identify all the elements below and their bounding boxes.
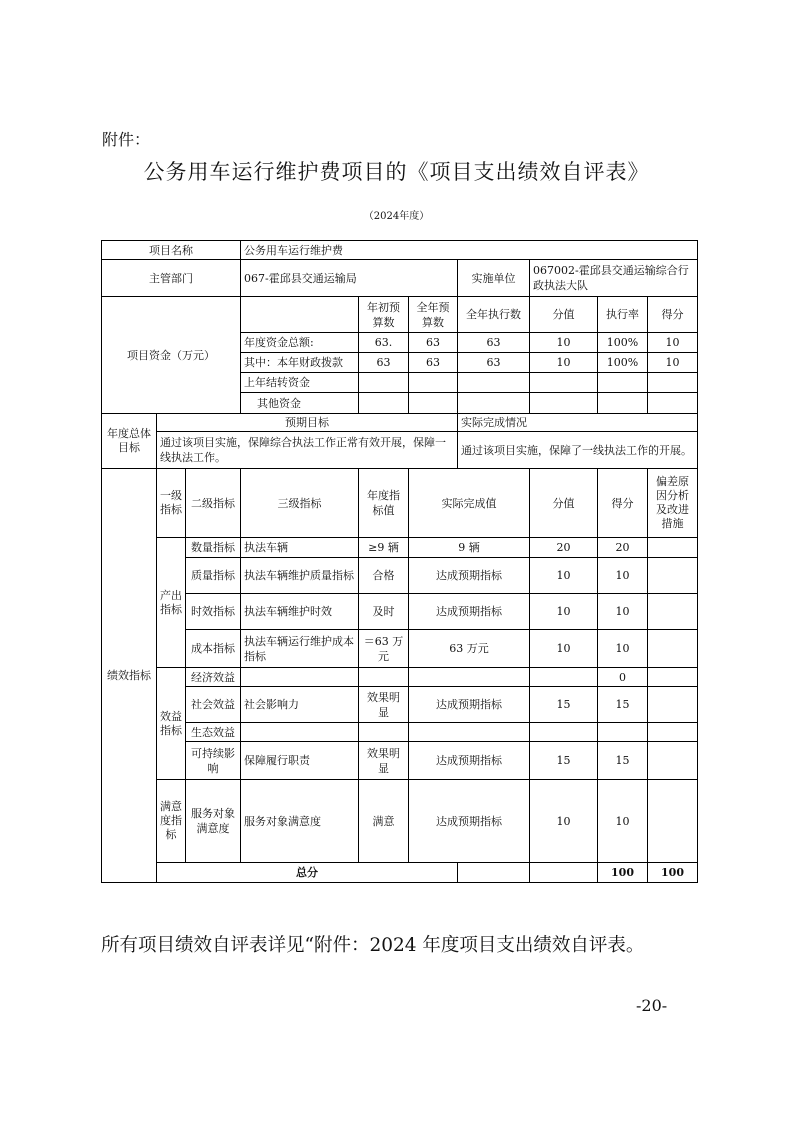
page-number: -20-	[636, 996, 668, 1015]
fund-row-label: 其他资金	[241, 393, 359, 414]
target: 合格	[359, 558, 409, 594]
note	[648, 780, 698, 863]
score-value: 10	[530, 630, 598, 668]
fund-cell: 10	[648, 353, 698, 373]
score: 0	[598, 668, 648, 687]
score-value	[530, 668, 598, 687]
fund-cell: 63	[409, 353, 458, 373]
group-label: 满意度指标	[157, 780, 186, 863]
fund-header: 得分	[648, 297, 698, 333]
score: 10	[598, 558, 648, 594]
fund-cell: 63.	[359, 333, 409, 353]
note	[648, 687, 698, 723]
indicator-section-label: 绩效指标	[102, 469, 157, 883]
ind-header: 一级指标	[157, 469, 186, 538]
actual-value: 达成预期指标	[409, 742, 530, 780]
fund-row-label: 上年结转资金	[241, 373, 359, 393]
actual-completion: 通过该项目实施，保障了一线执法工作的开展。	[458, 432, 698, 469]
score-value: 10	[530, 780, 598, 863]
fund-cell: 63	[458, 353, 530, 373]
project-name-label: 项目名称	[102, 241, 241, 260]
note	[648, 630, 698, 668]
score: 15	[598, 742, 648, 780]
fund-header: 年初预算数	[359, 297, 409, 333]
year-label: （2024年度）	[363, 211, 430, 222]
score: 10	[598, 594, 648, 630]
score: 10	[598, 630, 648, 668]
fund-header-blank	[241, 297, 359, 333]
actual-header: 实际完成情况	[458, 414, 698, 432]
impl-value: 067002-霍邱县交通运输综合行政执法大队	[530, 260, 698, 297]
level2: 时效指标	[186, 594, 241, 630]
level3: 执法车辆	[241, 538, 359, 558]
level2: 社会效益	[186, 687, 241, 723]
level3	[241, 723, 359, 742]
group-label: 效益指标	[157, 668, 186, 780]
fund-cell	[530, 393, 598, 414]
target: ≥9 辆	[359, 538, 409, 558]
target: 满意	[359, 780, 409, 863]
ind-header: 年度指标值	[359, 469, 409, 538]
actual-value: 63 万元	[409, 630, 530, 668]
fund-header: 执行率	[598, 297, 648, 333]
score-value	[530, 723, 598, 742]
score: 10	[598, 780, 648, 863]
fund-cell: 10	[530, 353, 598, 373]
level3: 执法车辆维护质量指标	[241, 558, 359, 594]
level2: 数量指标	[186, 538, 241, 558]
level3: 执法车辆运行维护成本指标	[241, 630, 359, 668]
note	[648, 558, 698, 594]
dept-label: 主管部门	[102, 260, 241, 297]
ind-header: 实际完成值	[409, 469, 530, 538]
actual-value: 9 辆	[409, 538, 530, 558]
score	[598, 723, 648, 742]
funds-label: 项目资金（万元）	[102, 297, 241, 414]
fund-header: 全年预算数	[409, 297, 458, 333]
group-label: 产出指标	[157, 538, 186, 668]
footer-note: 所有项目绩效自评表详见“附件：2024 年度项目支出绩效自评表。	[101, 935, 645, 956]
level3: 服务对象满意度	[241, 780, 359, 863]
expected-goal: 通过该项目实施，保障综合执法工作正常有效开展，保障一线执法工作。	[157, 432, 458, 469]
attachment-label: 附件：	[102, 130, 151, 149]
fund-cell	[648, 393, 698, 414]
level3: 保障履行职责	[241, 742, 359, 780]
ind-header: 偏差原因分析及改进措施	[648, 469, 698, 538]
ind-header: 三级指标	[241, 469, 359, 538]
actual-value	[409, 668, 530, 687]
fund-cell	[409, 373, 458, 393]
score-value: 10	[530, 558, 598, 594]
actual-value	[409, 723, 530, 742]
note	[648, 594, 698, 630]
total-blank	[458, 863, 530, 883]
target: ＝63 万元	[359, 630, 409, 668]
project-name: 公务用车运行维护费	[241, 241, 698, 260]
fund-cell: 10	[530, 333, 598, 353]
total-label: 总分	[157, 863, 458, 883]
actual-value: 达成预期指标	[409, 780, 530, 863]
fund-header: 分值	[530, 297, 598, 333]
ind-header: 分值	[530, 469, 598, 538]
score-value: 15	[530, 742, 598, 780]
target: 效果明显	[359, 687, 409, 723]
fund-row-label: 其中：本年财政拨款	[241, 353, 359, 373]
expected-goal-header: 预期目标	[157, 414, 458, 432]
score-value: 15	[530, 687, 598, 723]
fund-cell	[648, 373, 698, 393]
fund-cell: 100%	[598, 333, 648, 353]
ind-header: 二级指标	[186, 469, 241, 538]
impl-label: 实施单位	[458, 260, 530, 297]
actual-value: 达成预期指标	[409, 558, 530, 594]
target	[359, 668, 409, 687]
fund-cell	[359, 393, 409, 414]
note	[648, 668, 698, 687]
fund-cell	[409, 393, 458, 414]
target: 及时	[359, 594, 409, 630]
fund-cell	[598, 373, 648, 393]
level2: 质量指标	[186, 558, 241, 594]
performance-table	[101, 240, 698, 883]
document-title: 公务用车运行维护费项目的《项目支出绩效自评表》	[143, 160, 650, 184]
fund-cell	[458, 393, 530, 414]
level3: 社会影响力	[241, 687, 359, 723]
level3: 执法车辆维护时效	[241, 594, 359, 630]
score: 20	[598, 538, 648, 558]
score: 15	[598, 687, 648, 723]
level2: 服务对象满意度	[186, 780, 241, 863]
fund-header: 全年执行数	[458, 297, 530, 333]
level3	[241, 668, 359, 687]
total-score-value: 100	[598, 863, 648, 883]
fund-row-label: 年度资金总额:	[241, 333, 359, 353]
fund-cell	[598, 393, 648, 414]
goal-label: 年度总体目标	[102, 414, 157, 469]
level2: 可持续影响	[186, 742, 241, 780]
target	[359, 723, 409, 742]
total-score: 100	[648, 863, 698, 883]
score-value: 10	[530, 594, 598, 630]
level2: 生态效益	[186, 723, 241, 742]
fund-cell: 10	[648, 333, 698, 353]
fund-cell	[530, 373, 598, 393]
fund-cell: 100%	[598, 353, 648, 373]
note	[648, 723, 698, 742]
actual-value: 达成预期指标	[409, 594, 530, 630]
dept-value: 067-霍邱县交通运输局	[241, 260, 458, 297]
level2: 成本指标	[186, 630, 241, 668]
ind-header: 得分	[598, 469, 648, 538]
fund-cell: 63	[409, 333, 458, 353]
note	[648, 538, 698, 558]
note	[648, 742, 698, 780]
fund-cell	[458, 373, 530, 393]
score-value: 20	[530, 538, 598, 558]
fund-cell: 63	[458, 333, 530, 353]
fund-cell	[359, 373, 409, 393]
actual-value: 达成预期指标	[409, 687, 530, 723]
fund-cell: 63	[359, 353, 409, 373]
total-blank	[530, 863, 598, 883]
target: 效果明显	[359, 742, 409, 780]
level2: 经济效益	[186, 668, 241, 687]
